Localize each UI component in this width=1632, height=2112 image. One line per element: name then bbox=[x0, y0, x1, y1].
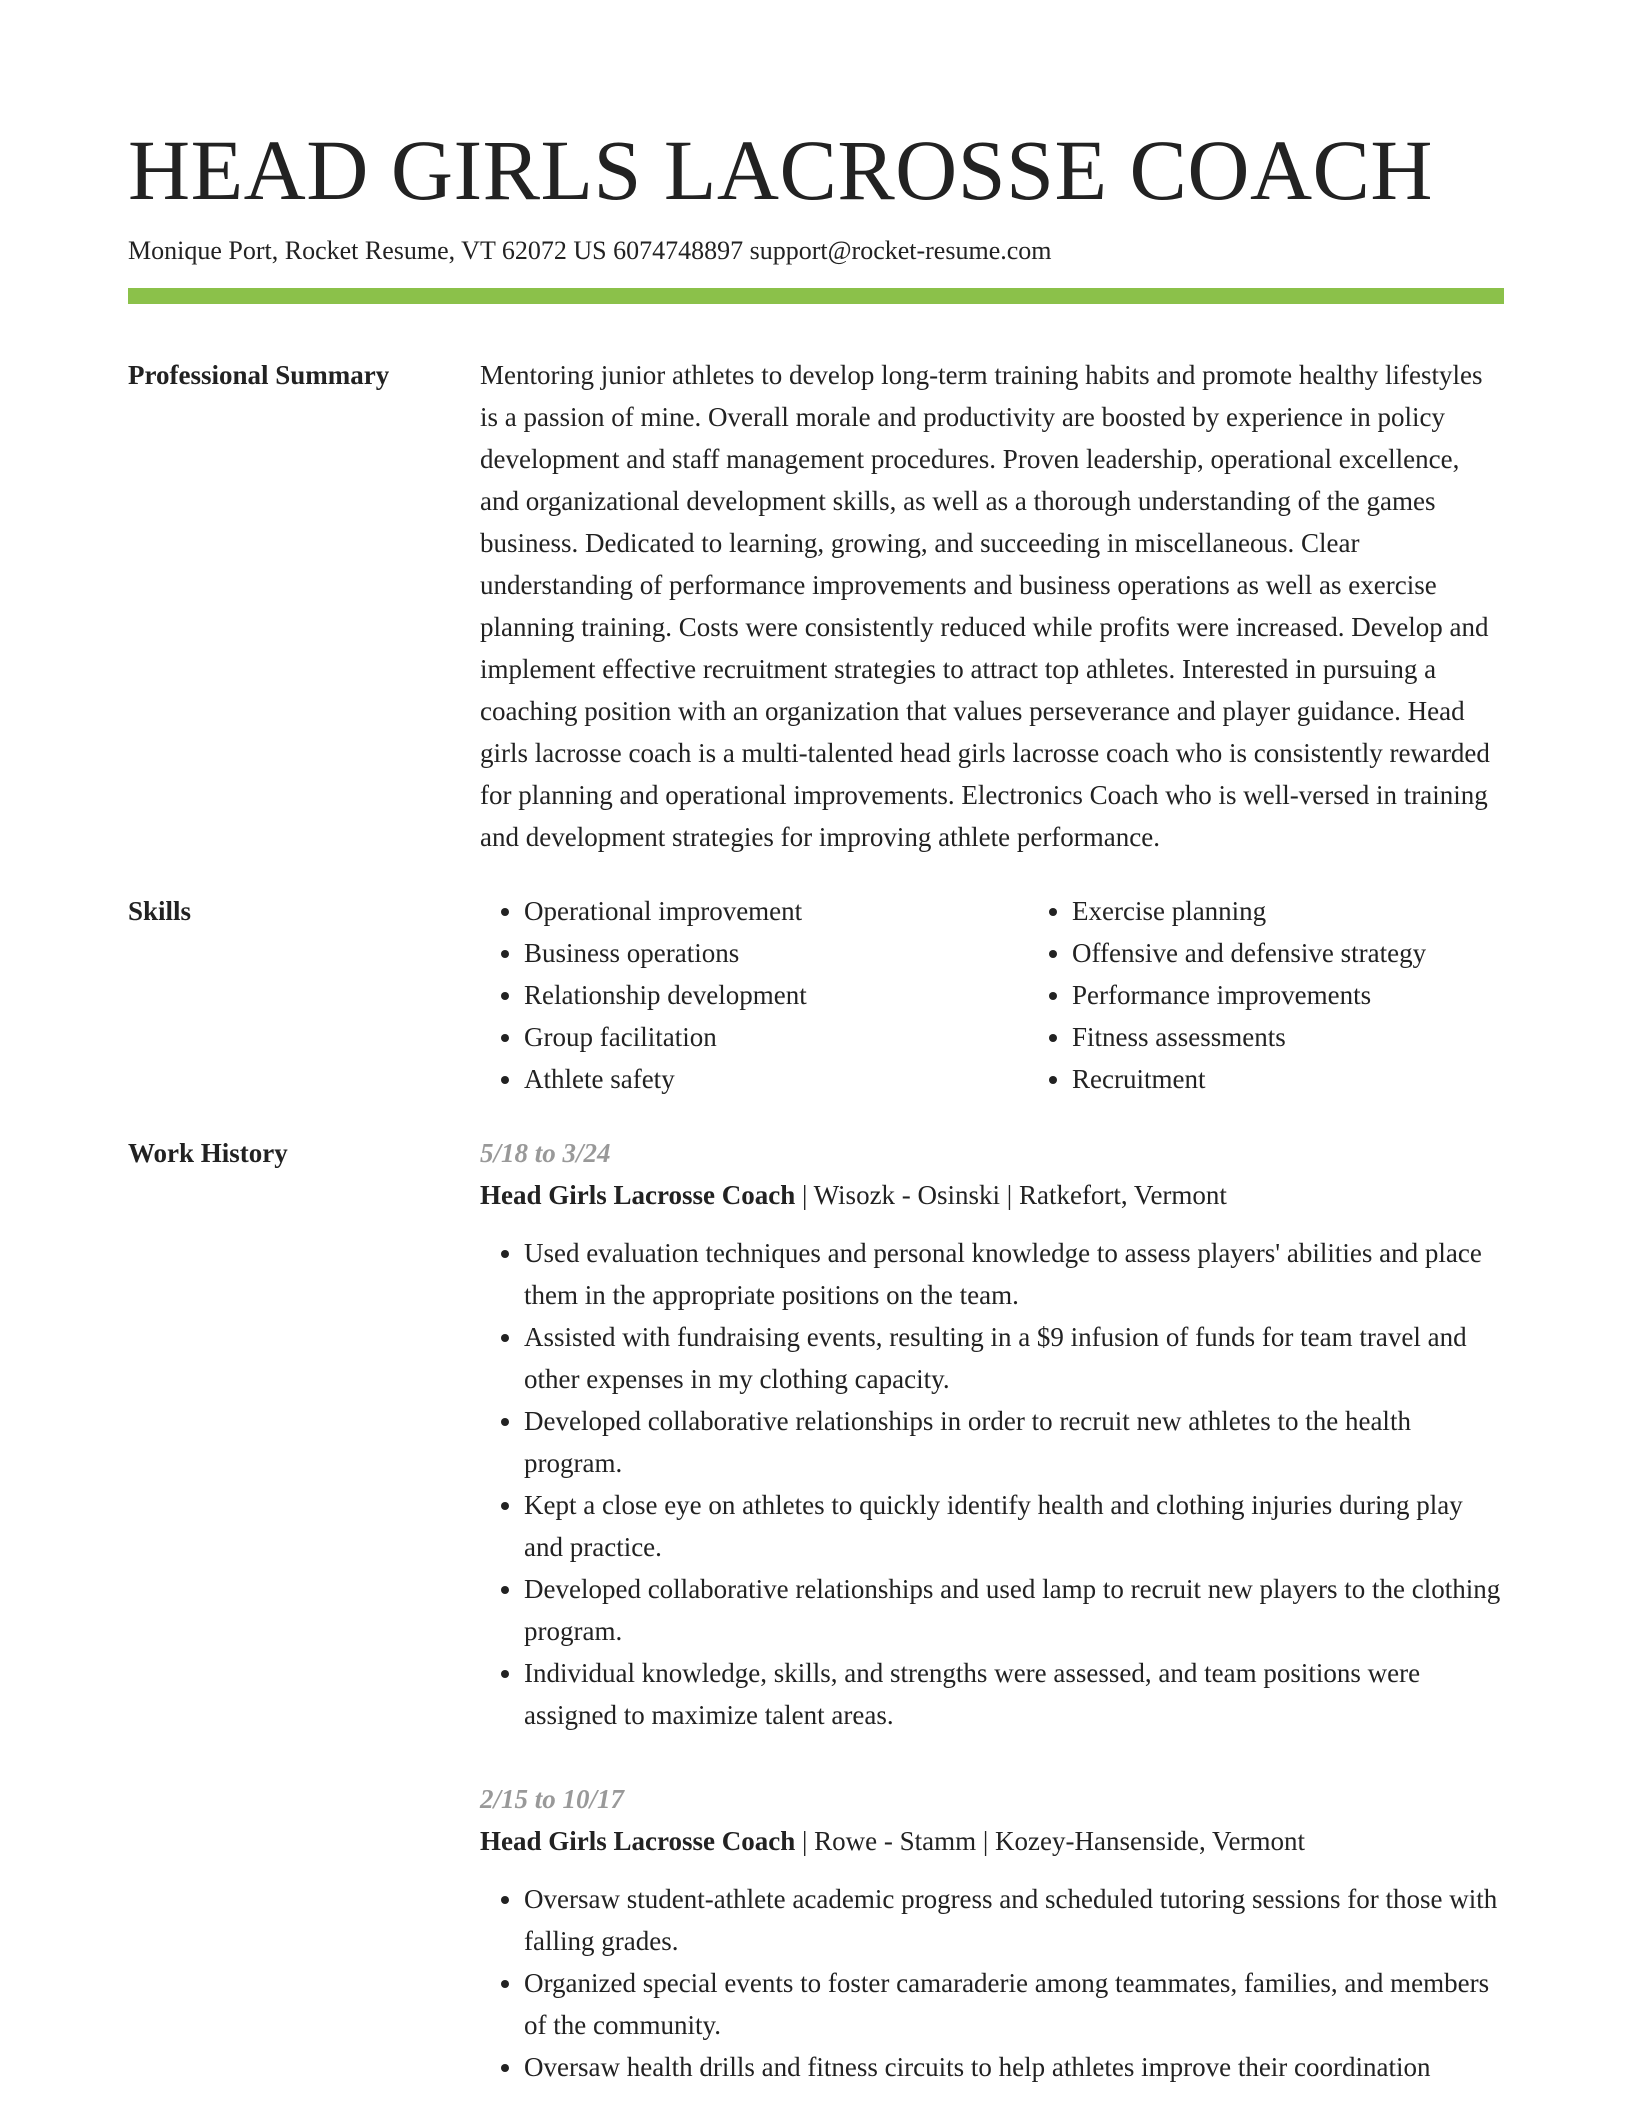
job-bullet: • Individual knowledge, skills, and strengths were assessed, and team positions were assigned to maximize talent areas. bbox=[524, 1652, 1504, 1736]
skills-list-left bbox=[480, 890, 1028, 1100]
skill-item: • Athlete safety bbox=[524, 1058, 1028, 1100]
skill-item: • Group facilitation bbox=[524, 1016, 1028, 1058]
job-entry bbox=[480, 1132, 1504, 1736]
work-history-section bbox=[128, 1132, 1504, 2088]
skills-columns bbox=[480, 890, 1576, 1100]
job-bullet: • Kept a close eye on athletes to quickly identify health and clothing injuries during play and practice. bbox=[524, 1484, 1504, 1568]
skills-list-right bbox=[1028, 890, 1576, 1100]
skill-item: • Recruitment bbox=[1072, 1058, 1576, 1100]
job-role: Head Girls Lacrosse Coach bbox=[480, 1826, 796, 1856]
resume-title: HEAD GIRLS LACROSSE COACH bbox=[128, 122, 1434, 218]
section-heading-skills: Skills bbox=[128, 896, 192, 926]
job-entry bbox=[480, 1778, 1504, 2088]
job-dates: 5/18 to 3/24 bbox=[480, 1138, 611, 1168]
job-bullet: • Assisted with fundraising events, resulting in a $9 infusion of funds for team travel and other expenses in my clothing capacity. bbox=[524, 1316, 1504, 1400]
skill-item: • Exercise planning bbox=[1072, 890, 1576, 932]
section-heading-summary: Professional Summary bbox=[128, 360, 390, 390]
job-bullet: • Developed collaborative relationships and used lamp to recruit new players to the clothing program. bbox=[524, 1568, 1504, 1652]
summary-body bbox=[480, 354, 1504, 858]
job-employer-location: | Rowe - Stamm | Kozey-Hansenside, Vermont bbox=[795, 1826, 1305, 1856]
skill-item: • Performance improvements bbox=[1072, 974, 1576, 1016]
job-bullet: • Used evaluation techniques and personal knowledge to assess players' abilities and place them in the appropriate positions on the team. bbox=[524, 1232, 1504, 1316]
job-role: Head Girls Lacrosse Coach bbox=[480, 1180, 796, 1210]
job-employer-location: | Wisozk - Osinski | Ratkefort, Vermont bbox=[795, 1180, 1227, 1210]
accent-divider bbox=[128, 288, 1504, 304]
job-title-line bbox=[480, 1174, 1504, 1216]
skills-section bbox=[128, 890, 1504, 1100]
summary-section bbox=[128, 354, 1504, 858]
job-dates: 2/15 to 10/17 bbox=[480, 1784, 625, 1814]
work-history-body bbox=[480, 1132, 1504, 2088]
summary-text: Mentoring junior athletes to develop long-term training habits and promote healthy lifestyles is a passion of mine. Overall morale and productivity are boosted by experience in policy development and staff management procedures. Proven leadership, operational excellence, and organizational development skills, as well as a thorough understanding of the games business. Dedicated to learning, growing, and succeeding in miscellaneous. Clear understanding of performance improvements and business operations as well as exercise planning training. Costs were consistently reduced while profits were increased. Develop and implement effective recruitment strategies to attract top athletes. Interested in pursuing a coaching position with an organization that values perseverance and player guidance. Head girls lacrosse coach is a multi-talented head girls lacrosse coach who is consistently rewarded for planning and operational improvements. Electronics Coach who is well-versed in training and development strategies for improving athlete performance. bbox=[480, 360, 1490, 852]
skill-item: • Operational improvement bbox=[524, 890, 1028, 932]
skill-item: • Fitness assessments bbox=[1072, 1016, 1576, 1058]
section-heading-work-history: Work History bbox=[128, 1138, 288, 1168]
contact-line: Monique Port, Rocket Resume, VT 62072 US 6074748897 support@rocket-resume.com bbox=[128, 236, 1052, 265]
skill-item: • Business operations bbox=[524, 932, 1028, 974]
job-bullet-list bbox=[480, 1878, 1504, 2088]
job-bullet: • Oversaw health drills and fitness circuits to help athletes improve their coordination bbox=[524, 2046, 1504, 2088]
job-title-line bbox=[480, 1820, 1504, 1862]
job-bullet: • Organized special events to foster camaraderie among teammates, families, and members of the community. bbox=[524, 1962, 1504, 2046]
job-bullet: • Developed collaborative relationships in order to recruit new athletes to the health program. bbox=[524, 1400, 1504, 1484]
job-bullet-list bbox=[480, 1232, 1504, 1736]
skills-body bbox=[480, 890, 1576, 1100]
skill-item: • Offensive and defensive strategy bbox=[1072, 932, 1576, 974]
job-bullet: • Oversaw student-athlete academic progress and scheduled tutoring sessions for those with falling grades. bbox=[524, 1878, 1504, 1962]
skill-item: • Relationship development bbox=[524, 974, 1028, 1016]
